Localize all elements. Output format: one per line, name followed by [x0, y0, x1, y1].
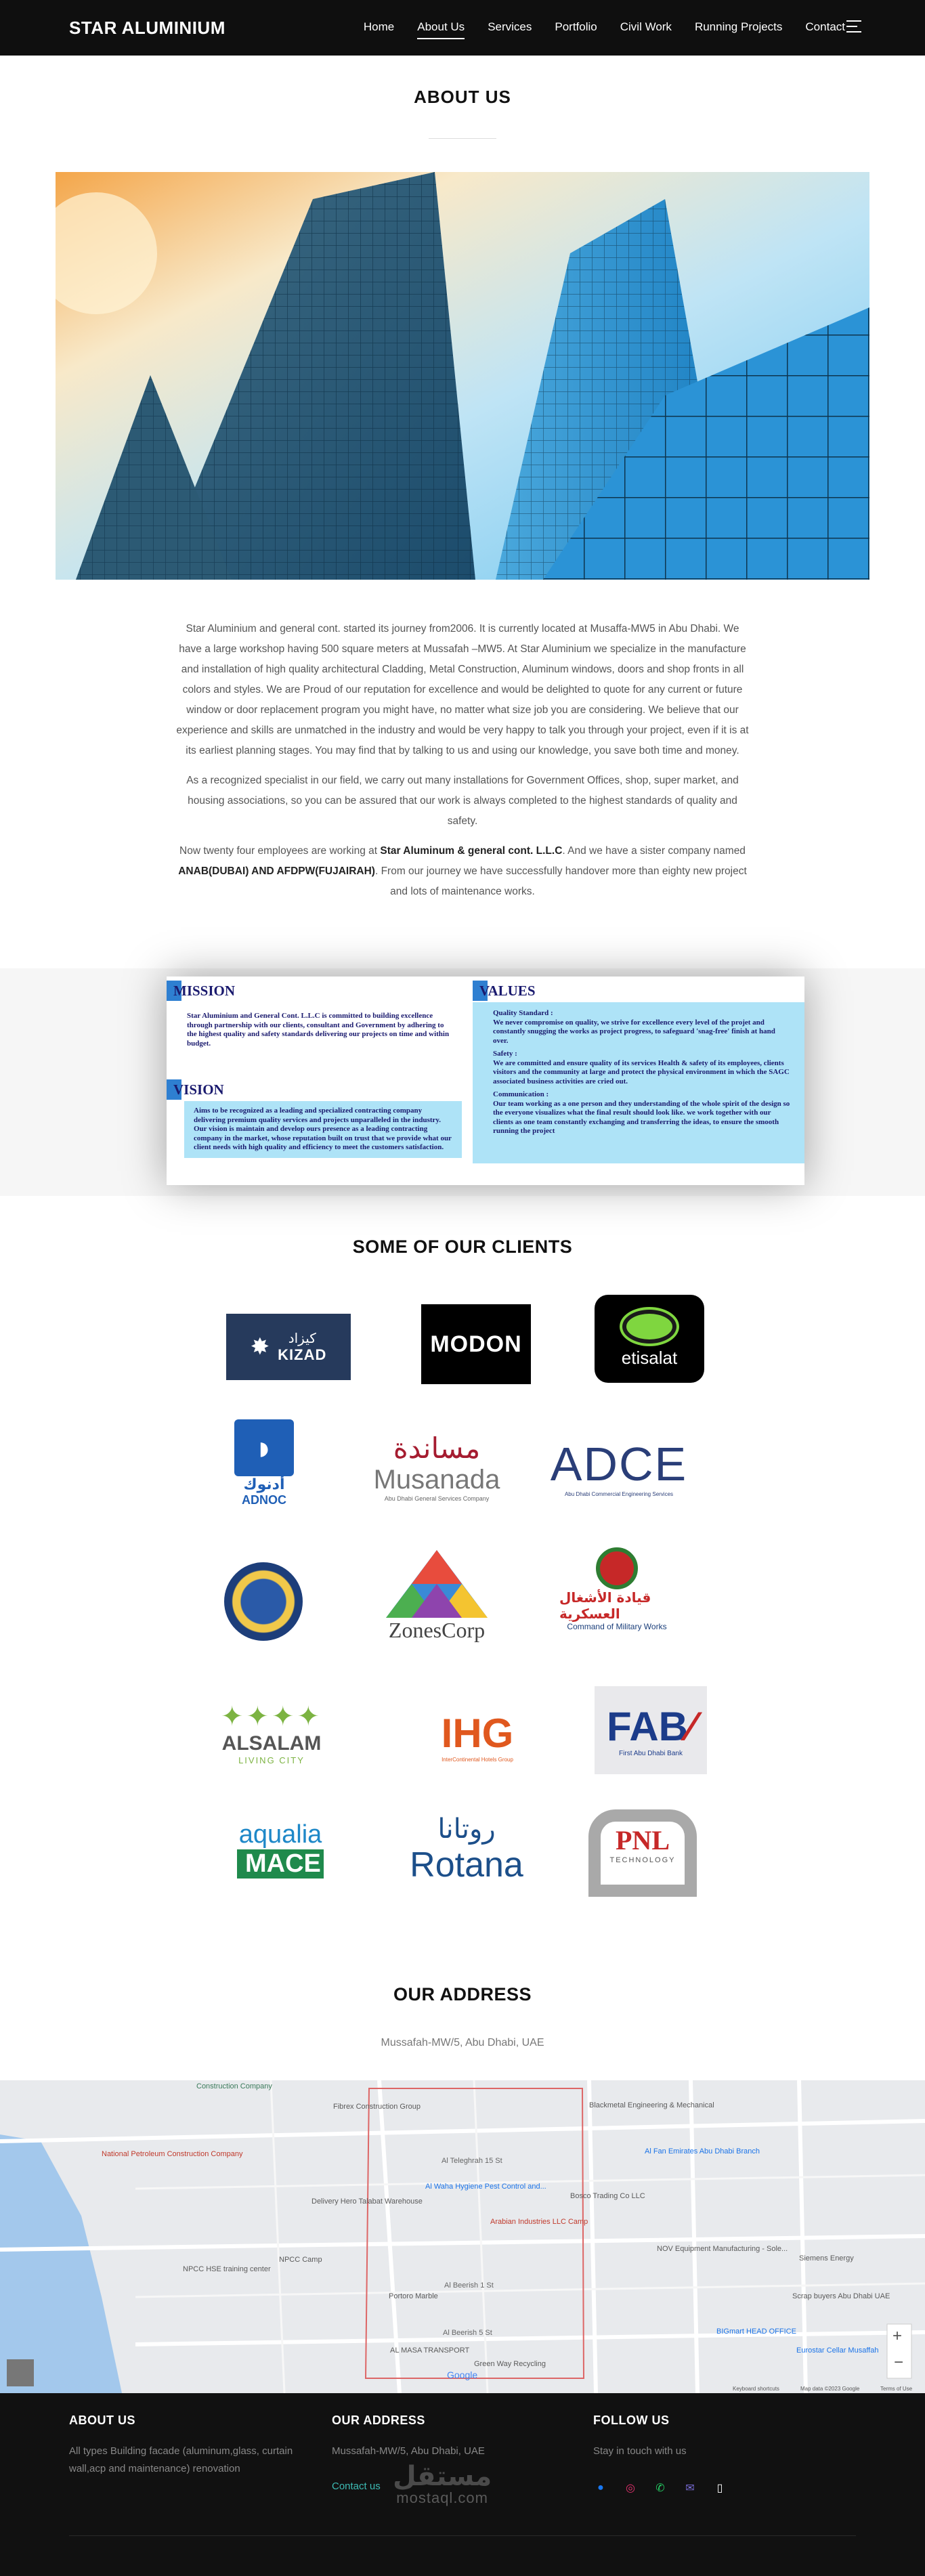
nav-contact[interactable]: Contact	[805, 20, 845, 33]
svg-text:Al Teleghrah 15 St: Al Teleghrah 15 St	[442, 2157, 502, 2165]
svg-text:Bosco Trading Co LLC: Bosco Trading Co LLC	[570, 2192, 645, 2200]
email-icon[interactable]: ✉	[685, 2483, 695, 2494]
svg-text:AL MASA TRANSPORT: AL MASA TRANSPORT	[390, 2346, 470, 2355]
nav-home[interactable]: Home	[363, 20, 395, 33]
logo-alsalam: ✦✦✦✦ ALSALAM LIVING CITY	[220, 1701, 323, 1765]
values-text	[473, 1002, 804, 1163]
brand-logo[interactable]: STAR ALUMINIUM	[69, 18, 225, 38]
svg-text:Al Beerish 5 St: Al Beerish 5 St	[443, 2329, 492, 2337]
site-header	[0, 0, 925, 56]
mission-text: Star Aluminium and General Cont. L.L.C is committed to building excellence through partnership with our clients, consultant and Government by adhering to the highest quality and safety standards delivering our projects on time and within budget.	[167, 1002, 465, 1054]
svg-text:Blackmetal Engineering & Mecha: Blackmetal Engineering & Mechanical	[589, 2101, 714, 2109]
footer-address-heading: OUR ADDRESS	[332, 2413, 425, 2427]
values-safety: We are committed and ensure quality of its services Health & safety of its employees, clients visitors and the community at large and protect the physical environment in which the SAGC associated business activities are cried out.	[493, 1058, 790, 1086]
vision-text: Aims to be recognized as a leading and specialized contracting company delivering premium quality services and projects unparalleled in the industry. Our vision is maintain and develop ours presence as a leading contracting company in the market, whose reputation built on trust that we provide what our client needs with high quality and efficiency to meet the customers satisfaction.	[184, 1101, 462, 1158]
svg-text:Al Waha Hygiene Pest Control a: Al Waha Hygiene Pest Control and...	[425, 2183, 546, 2191]
logo-ihg: IHG InterContinental Hotels Group	[441, 1711, 514, 1763]
hamburger-menu-icon[interactable]	[846, 20, 861, 33]
values-communication: Our team working as a one person and they understanding of the whole spirit of the design so the everyone visualizes what the final result should look like. we work together with our clients as one team constantly exchanging and transferring the ideas, to ensure the smooth running the project	[493, 1099, 790, 1135]
clients-title: SOME OF OUR CLIENTS	[352, 1237, 573, 1257]
svg-text:Keyboard shortcuts: Keyboard shortcuts	[733, 2386, 779, 2392]
svg-text:Portoro Marble: Portoro Marble	[389, 2292, 438, 2300]
logo-fab: FAB⁄ First Abu Dhabi Bank	[595, 1686, 707, 1774]
logo-aqualia-mace: aqualia MACE	[233, 1804, 328, 1895]
svg-text:Map data ©2023 Google: Map data ©2023 Google	[800, 2386, 860, 2392]
footer-about	[69, 2413, 313, 2478]
svg-text:Scrap buyers Abu Dhabi UAE: Scrap buyers Abu Dhabi UAE	[792, 2292, 890, 2300]
about-paragraph-3: Now twenty four employees are working at Star Aluminum & general cont. L.L.C. And we have a sister company named ANAB(DUBAI) AND AFDPW(FUJAIRAH). From our journey we have successfully handover more than eighty new project and lots of maintenance works.	[178, 845, 747, 897]
values-box: VALUES Quality Standard : We never compromise on quality, we strive for excellence every level of the projet and constantly snugging the works as project progress, to safeguard 'snag-free' finish at hand over. Safety : We are committed and ensure quality of its services Health & safety of its employees, clients visitors and the community at large and protect the physical environment in which the SAGC associated business activities are cried out. Communication : Our team working as a one person and they understanding of the whole spirit of the design so the everyone visualizes what the final result should look like. we work together with our clients as one team constantly exchanging and transferring the ideas, to ensure the smooth running the project	[473, 979, 804, 1163]
svg-text:National Petroleum Constructio: National Petroleum Construction Company	[102, 2150, 243, 2158]
logo-command-military-works: قيادة الأشغال العسكرية Command of Military Works	[559, 1539, 674, 1640]
logo-zonescorp: ZonesCorp	[379, 1545, 494, 1647]
svg-text:Terms of Use: Terms of Use	[880, 2386, 913, 2392]
svg-text:Google: Google	[447, 2369, 478, 2380]
svg-text:NPCC Camp: NPCC Camp	[279, 2256, 322, 2264]
values-quality-label: Quality Standard :	[493, 1009, 553, 1017]
title-divider	[429, 138, 496, 139]
footer-address-text: Mussafah-MW/5, Abu Dhabi, UAE	[332, 2445, 485, 2457]
values-communication-label: Communication :	[493, 1090, 549, 1098]
footer-follow-heading: FOLLOW US	[593, 2413, 670, 2427]
logo-musanada: مساندة Musanada Abu Dhabi General Services Company	[373, 1432, 500, 1502]
logo-etisalat: etisalat	[595, 1295, 704, 1383]
logo-kizad: ✸ كيزاد KIZAD	[226, 1314, 351, 1380]
svg-text:−: −	[894, 2353, 904, 2371]
social-links	[593, 2481, 796, 2495]
svg-text:Arabian Industries LLC Camp: Arabian Industries LLC Camp	[490, 2218, 588, 2226]
svg-text:BIGmart HEAD OFFICE: BIGmart HEAD OFFICE	[716, 2327, 796, 2336]
phone-icon[interactable]: ▯	[716, 2483, 723, 2494]
instagram-icon[interactable]: ◎	[626, 2483, 635, 2494]
footer-divider	[69, 2535, 856, 2536]
nav-services[interactable]: Services	[488, 20, 532, 33]
about-paragraph-2: As a recognized specialist in our field, we carry out many installations for Government Offices, shop, super market, and housing associations, so you can be assured that our work is always completed to the highest standards of quality and safety.	[186, 775, 739, 827]
nav-running-projects[interactable]: Running Projects	[694, 20, 783, 33]
svg-text:Delivery Hero Talabat Warehous: Delivery Hero Talabat Warehouse	[311, 2197, 423, 2206]
facebook-icon[interactable]: ●	[597, 2482, 604, 2493]
svg-text:+: +	[892, 2327, 903, 2345]
svg-text:Al Beerish 1 St: Al Beerish 1 St	[444, 2281, 494, 2290]
logo-adce: ADCE Abu Dhabi Commercial Engineering Services	[550, 1437, 688, 1497]
footer-follow-text: Stay in touch with us	[593, 2445, 687, 2457]
google-map[interactable]	[0, 2080, 925, 2393]
nav-portfolio[interactable]: Portfolio	[555, 20, 597, 33]
mission-values-card	[167, 976, 804, 1185]
logo-modon: MODON	[421, 1304, 531, 1384]
svg-text:Fibrex Construction Group: Fibrex Construction Group	[333, 2103, 421, 2111]
nav-civil-work[interactable]: Civil Work	[620, 20, 672, 33]
main-nav	[364, 20, 845, 34]
logo-crest-emblem	[219, 1559, 307, 1644]
svg-text:NPCC HSE training center: NPCC HSE training center	[183, 2265, 271, 2273]
mission-box: MISSION Star Aluminium and General Cont. L.L.C is committed to building excellence through partnership with our clients, consultant and Government by adhering to the highest quality and safety standards delivering our projects on time and within budget.	[167, 976, 465, 1054]
svg-text:Green Way Recycling: Green Way Recycling	[474, 2360, 546, 2368]
vision-box: VISION Aims to be recognized as a leading and specialized contracting company delivering premium quality services and projects unparalleled in the industry. Our vision is maintain and develop ours presence as a leading contracting company in the market, whose reputation built on trust that we provide what our client needs with high quality and efficiency to meet the customers satisfaction.	[167, 1078, 465, 1158]
about-text	[176, 619, 749, 911]
about-title: ABOUT US	[414, 87, 511, 107]
footer-follow	[593, 2413, 796, 2495]
about-paragraph-1: Star Aluminium and general cont. started its journey from2006. It is currently located at Musaffa-MW5 in Abu Dhabi. We have a large workshop having 500 square meters at Mussafah –MW5. At Star Aluminium we specialize in the manufacture and installation of high quality architectural Cladding, Metal Construction, Aluminum windows, doors and shop fronts in all colors and styles. We are Proud of our reputation for excellence and would be delighted to quote for any current or future window or door replacement program you might have, no matter what size job you are considering. We believe that our experience and skills are unmatched in the industry and would be very happy to talk you through your project, even if it is at its earliest planning stages. You may find that by talking to us and using our knowledge, you save both time and money.	[176, 623, 749, 756]
svg-text:Al Fan Emirates Abu Dhabi Bran: Al Fan Emirates Abu Dhabi Branch	[645, 2147, 760, 2155]
site-footer	[0, 2393, 925, 2576]
nav-about-us[interactable]: About Us	[417, 20, 465, 33]
footer-contact-link[interactable]: Contact us	[332, 2481, 381, 2492]
address-text: Mussafah-MW/5, Abu Dhabi, UAE	[381, 2037, 544, 2048]
mostaql-watermark: مستقل mostaql.com	[393, 2461, 492, 2506]
hero-image-skyscrapers	[56, 172, 869, 580]
footer-about-text: All types Building facade (aluminum,glass, curtain wall,acp and maintenance) renovation	[69, 2445, 293, 2474]
values-safety-label: Safety :	[493, 1050, 517, 1058]
svg-text:NOV Equipment Manufacturing -: NOV Equipment Manufacturing - Sole...	[657, 2245, 788, 2253]
map-label: Construction Company	[196, 2082, 272, 2090]
address-title: OUR ADDRESS	[393, 1984, 532, 2004]
svg-text:Eurostar Cellar Musaffah: Eurostar Cellar Musaffah	[796, 2346, 879, 2355]
whatsapp-icon[interactable]: ✆	[655, 2483, 665, 2494]
footer-about-heading: ABOUT US	[69, 2413, 135, 2427]
logo-adnoc: ◗ أدنوك ADNOC	[230, 1413, 298, 1514]
values-quality: We never compromise on quality, we strive for excellence every level of the projet and constantly snugging the works as project progress, to safeguard 'snag-free' finish at hand over.	[493, 1018, 775, 1045]
logo-pnl-technology: PNL TECHNOLOGY	[580, 1796, 706, 1910]
logo-rotana: روتانا Rotana	[410, 1813, 523, 1885]
svg-text:Siemens Energy: Siemens Energy	[799, 2254, 854, 2262]
